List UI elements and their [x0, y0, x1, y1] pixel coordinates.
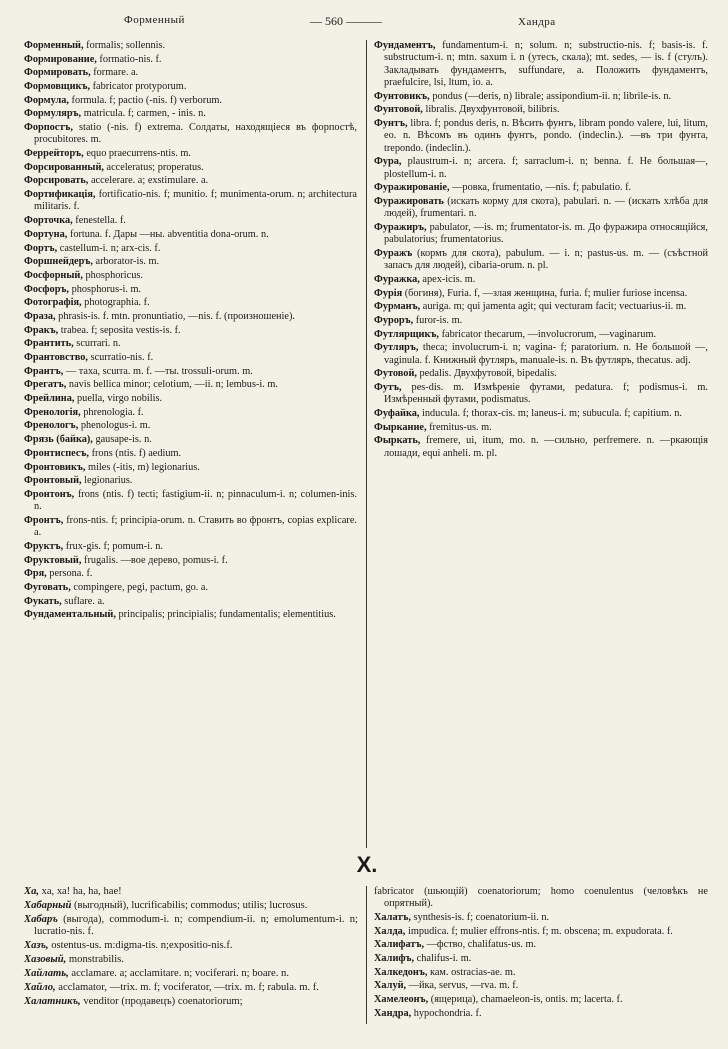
entry-definition: formalis; sollennis. — [83, 40, 166, 51]
column-divider-bottom — [366, 886, 367, 1024]
entry-definition: synthesis-is. f; coenatorium-ii. n. — [410, 911, 550, 923]
entry-definition: furor-is. m. — [413, 314, 463, 326]
dictionary-entry — [24, 270, 357, 282]
entry-definition: —ровка, frumentatio, —nis. f; pabulatio. f. — [449, 182, 632, 194]
dictionary-entry — [374, 274, 708, 286]
entry-definition: pabulator, —is. m; frumentator-is. m. До фуражира относящійся, pabulatorius; frumentatorius. — [384, 221, 708, 246]
entry-definition: chalifus-i. m. — [414, 953, 472, 965]
dictionary-entry — [24, 954, 358, 967]
entry-definition: phosphoricus. — [82, 269, 143, 281]
entry-headword: Халифатъ, — [374, 939, 425, 951]
entry-headword: Фронтиспесъ, — [24, 447, 89, 459]
entry-headword: Хабарный — [24, 899, 72, 911]
entry-definition: (выгода), commodum-i. n; compendium-ii. n; emolumentum-i. n; lucratio-nis. f. — [34, 913, 358, 938]
entry-headword: Фура, — [374, 156, 402, 168]
entry-definition: (кормъ для скота), pabulum. — i. n; pastus-us. m. — (съѣстной запасъ для людей), cibaria-orum. n. pl. — [384, 247, 708, 272]
entry-headword: Хамелеонъ, — [374, 994, 429, 1006]
entry-definition: acceleratus; properatus. — [103, 161, 204, 173]
entry-headword: Фуражка, — [374, 273, 420, 285]
dictionary-entry — [24, 582, 357, 594]
entry-definition: pondus (—deris, n) librale; assipondium-ii. n; librile-is. n. — [429, 90, 672, 102]
entry-definition: fabricator (шьющій) coenatoriorum; homo coenulentus (человѣкъ не опрятный). — [374, 886, 708, 910]
entry-definition: fremitus-us. m. — [426, 421, 492, 433]
dictionary-entry — [24, 393, 357, 405]
entry-definition: persona. f. — [46, 568, 93, 580]
entry-headword: Фуражиръ, — [374, 221, 427, 233]
entry-definition: formatio-nis. f. — [96, 53, 162, 65]
entry-definition: frux-gis. f; pomum-i. n. — [63, 540, 163, 552]
dictionary-entry — [374, 926, 708, 938]
dictionary-entry — [374, 342, 708, 367]
entry-headword: Фурманъ, — [374, 301, 421, 313]
entry-definition: кам. ostracias-ae. m. — [427, 966, 516, 978]
entry-headword: Фортъ, — [24, 242, 58, 254]
entry-definition: phosphorus-i. m. — [69, 283, 142, 295]
dictionary-entry — [374, 408, 708, 420]
entry-headword: Феррейторъ, — [24, 148, 84, 160]
dictionary-entry — [24, 420, 357, 432]
entry-definition: fenestella. f. — [72, 215, 126, 227]
entry-headword: Фукать, — [24, 595, 62, 607]
entry-definition: suflare. a. — [61, 595, 105, 607]
entry-headword: Форточка, — [24, 215, 73, 227]
entry-headword: Халуй, — [374, 980, 407, 992]
entry-definition: fundamentum-i. n; solum. n; substructio-nis. f; basis-is. f. substructum-i. n; mtn. saxum i. n (утесъ, скала); mt. sedes, — is. f (стулъ). Закладывать фундаментъ, suffundare, a. Положить фундаментъ, praefulcire, lsi, ltum, io. a. — [384, 40, 708, 88]
column-divider-top — [366, 40, 367, 848]
entry-definition: accelerare. a; exstimulare. a. — [88, 175, 209, 187]
dictionary-entry — [374, 104, 708, 116]
dictionary-entry — [24, 996, 358, 1009]
dictionary-entry — [374, 382, 708, 407]
entry-definition: arborator-is. m. — [92, 256, 160, 268]
dictionary-entry — [24, 325, 357, 337]
dictionary-entry — [374, 40, 708, 89]
entry-headword: Фыркать, — [374, 435, 421, 447]
entry-definition: fremere, ui, itum, mo. n. —сильно, perfremere. n. —ркающія лошади, equi anheli. m. pl. — [384, 435, 708, 459]
dictionary-entry — [24, 940, 358, 953]
entry-headword: Фруктовый, — [24, 554, 82, 566]
entry-definition: pedalis. Двухфутовой, bipedalis. — [416, 368, 557, 380]
dictionary-entry — [24, 568, 357, 580]
entry-definition: navis bellica minor; celotium, —ii. n; lembus-i. m. — [66, 379, 278, 391]
entry-definition: phrenologia. f. — [80, 406, 144, 418]
dictionary-entry — [374, 288, 708, 300]
dictionary-entry — [24, 175, 357, 187]
entry-definition: miles (-itis, m) legionarius. — [85, 461, 200, 473]
dictionary-entry — [24, 67, 357, 79]
entry-headword: Франтить, — [24, 338, 74, 350]
dictionary-entry — [24, 448, 357, 460]
entry-definition: acclamare. a; acclamitare. n; vociferari. n; boare. n. — [68, 967, 289, 979]
entry-definition: —фство, chalifatus-us. m. — [424, 939, 537, 951]
entry-headword: Фрейлина, — [24, 393, 75, 405]
entry-definition: (выгодный), lucrificabilis; commodus; utilis; lucrosus. — [71, 899, 308, 911]
entry-headword: Фуражъ — [374, 247, 413, 259]
dictionary-entry — [24, 284, 357, 296]
dictionary-entry — [374, 435, 708, 460]
header-left-guide-word: Форменный — [124, 14, 185, 26]
entry-headword: Фронтъ, — [24, 514, 64, 526]
entry-headword: Хазъ, — [24, 940, 49, 952]
entry-definition: ха, ха! ha, ha, hae! — [39, 886, 122, 897]
dictionary-entry — [24, 462, 357, 474]
column-left-lower — [24, 886, 358, 1010]
entry-definition: scurrari. n. — [73, 338, 121, 350]
entry-definition: frons-ntis. f; principia-orum. n. Ставить во фронтъ, copias explicare. a. — [34, 514, 357, 539]
column-left-upper — [24, 40, 357, 623]
dictionary-entry — [24, 886, 358, 899]
entry-definition: apex-icis. m. — [419, 273, 476, 285]
dictionary-entry — [24, 596, 357, 608]
entry-headword: Футовой, — [374, 368, 417, 380]
dictionary-entry — [374, 994, 708, 1006]
entry-definition: compingere, pegi, pactum, go. a. — [70, 581, 209, 593]
entry-headword: Формовщикъ, — [24, 81, 91, 93]
entry-headword: Френологъ, — [24, 420, 79, 432]
entry-definition: phenologus-i. m. — [78, 420, 151, 432]
dictionary-entry — [374, 315, 708, 327]
entry-definition: fabricator thecarum, —involucrorum, —vaginarum. — [439, 328, 657, 340]
entry-definition: ostentus-us. m:digma-tis. n;expositio-nis.f. — [48, 940, 233, 952]
dictionary-entry — [24, 541, 357, 553]
entry-headword: Фуфайка, — [374, 407, 420, 419]
entry-definition: frons (ntis. f) aedium. — [89, 447, 182, 459]
entry-definition: phrasis-is. f. mtn. pronuntiatio, —nis. f. (произношеніе). — [55, 310, 295, 322]
entry-headword: Форсированный, — [24, 161, 104, 173]
dictionary-entry — [24, 122, 357, 147]
entry-headword: Халатъ, — [374, 911, 411, 923]
entry-headword: Футъ, — [374, 381, 402, 393]
entry-headword: Форпостъ, — [24, 122, 74, 134]
entry-headword: Халатникъ, — [24, 995, 81, 1007]
entry-headword: Футлярщикъ, — [374, 328, 440, 340]
entry-headword: Фуражированіе, — [374, 182, 450, 194]
entry-definition: fortificatio-nis. f; munitio. f; munimenta-orum. n; architectura militaris. f. — [34, 189, 357, 213]
entry-definition: frugalis. —вое дерево, pomus-i. f. — [81, 554, 228, 566]
dictionary-entry — [24, 81, 357, 93]
dictionary-entry — [24, 256, 357, 268]
dictionary-entry — [24, 352, 357, 364]
entry-headword: Халда, — [374, 925, 406, 937]
dictionary-entry — [24, 475, 357, 487]
dictionary-entry — [374, 222, 708, 247]
entry-definition: castellum-i. n; arx-cis. f. — [57, 242, 161, 254]
entry-headword: Форшнейдеръ, — [24, 256, 93, 268]
entry-headword: Форсировать, — [24, 175, 89, 187]
entry-definition: formare. a. — [90, 67, 139, 79]
entry-definition: equo praecurrens-ntis. m. — [83, 148, 191, 160]
entry-headword: Фрегатъ, — [24, 379, 67, 391]
dictionary-entry — [24, 215, 357, 227]
entry-headword: Фундаментальный, — [24, 609, 116, 621]
entry-headword: Фурія — [374, 287, 403, 299]
page-header — [0, 14, 728, 36]
dictionary-entry — [24, 489, 357, 514]
entry-definition: formula. f; pactio (-nis. f) verborum. — [68, 94, 222, 106]
dictionary-entry — [374, 912, 708, 924]
dictionary-entry — [24, 914, 358, 939]
dictionary-entry — [24, 555, 357, 567]
dictionary-entry — [374, 368, 708, 380]
dictionary-entry — [24, 968, 358, 981]
entry-definition: libralis. Двухфунтовой, bilibris. — [422, 104, 560, 116]
entry-definition: theca; involucrum-i. n; vagina- f; paratorium. n. Не большой —, vaginula. f. Книжный футляръ, manuale-is. n. Въ футляръ, thecatus. adj. — [384, 342, 708, 366]
entry-definition: principalis; principialis; fundamentalis; elementitius. — [115, 609, 336, 621]
dictionary-entry — [24, 148, 357, 160]
entry-definition: frons (ntis. f) tecti; fastigium-ii. n; pinnaculum-i. n; columen-inis. n. — [34, 488, 357, 513]
entry-headword: Хайло, — [24, 981, 56, 993]
entry-headword: Халкедонъ, — [374, 966, 428, 978]
entry-definition: (ящерица), chamaeleon-is, ontis. m; lacerta. f. — [428, 994, 623, 1006]
entry-headword: Франтъ, — [24, 365, 64, 377]
entry-headword: Формула, — [24, 94, 69, 106]
entry-headword: Фуговать, — [24, 581, 71, 593]
entry-definition: matricula. f; carmen, - inis. n. — [81, 108, 206, 120]
entry-definition: puella, virgo nobilis. — [74, 393, 163, 405]
entry-definition: legionarius. — [81, 475, 133, 487]
entry-definition: — таха, scurra. m. f. —ты. trossuli-orum. m. — [63, 365, 253, 377]
entry-headword: Фуроръ, — [374, 314, 414, 326]
entry-headword: Фря, — [24, 568, 47, 580]
dictionary-entry — [374, 967, 708, 979]
dictionary-entry — [24, 407, 357, 419]
header-right-guide-word: Хандра — [518, 16, 556, 28]
entry-definition: fabricator protyporum. — [90, 81, 187, 93]
entry-headword: Хандра, — [374, 1007, 412, 1019]
entry-definition: inducula. f; thorax-cis. m; laneus-i. m; subucula. f; capitium. n. — [419, 407, 682, 419]
entry-headword: Фронтовый, — [24, 475, 82, 487]
entry-headword: Фунтъ, — [374, 117, 408, 129]
entry-headword: Френологія, — [24, 406, 81, 418]
entry-headword: Фунтовикъ, — [374, 90, 430, 102]
entry-headword: Форменный, — [24, 40, 84, 51]
entry-definition: statio (-nis. f) extrema. Солдаты, находящіеся въ форпостѣ, procubitores. m. — [34, 122, 357, 146]
entry-definition: venditor (продавецъ) coenatoriorum; — [80, 995, 243, 1007]
entry-headword: Фосфоръ, — [24, 283, 70, 295]
entry-headword: Фыркание, — [374, 421, 427, 433]
dictionary-entry — [374, 182, 708, 194]
entry-headword: Фронтовикъ, — [24, 461, 86, 473]
entry-definition: trabea. f; seposita vestis-is. f. — [58, 324, 181, 336]
entry-definition: hypochondria. f. — [411, 1007, 482, 1019]
dictionary-entry — [24, 311, 357, 323]
entry-headword: Фрязь (байка), — [24, 434, 93, 446]
entry-headword: Фундаментъ, — [374, 40, 436, 51]
entry-headword: Фотографія, — [24, 297, 82, 309]
entry-definition: impudica. f; mulier effrons-ntis. f; m. obscena; m. expudorata. f. — [405, 925, 673, 937]
dictionary-entry — [24, 95, 357, 107]
entry-definition: (богиня), Furia. f, —злая женщина, furia. f; mulier furiose incensa. — [402, 287, 688, 299]
entry-definition: auriga. m; qui jamenta agit; qui vecturam facit; vectuarius-ii. m. — [420, 301, 687, 313]
dictionary-entry — [24, 229, 357, 241]
entry-headword: Ха, — [24, 886, 40, 897]
dictionary-entry — [374, 301, 708, 313]
entry-headword: Франтовство, — [24, 352, 88, 364]
dictionary-entry — [24, 515, 357, 540]
dictionary-entry — [374, 1008, 708, 1020]
dictionary-entry — [24, 379, 357, 391]
entry-definition: monstrabilis. — [66, 954, 124, 966]
entry-definition: acclamator, —trix. m. f; vociferator, —trix. m. f; rabula. m. f. — [55, 981, 319, 993]
entry-definition: photographia. f. — [81, 297, 150, 309]
entry-definition: —йка, servus, —rva. m. f. — [406, 980, 519, 992]
entry-headword: Фраза, — [24, 310, 56, 322]
dictionary-entry — [24, 366, 357, 378]
entry-headword: Формирование, — [24, 53, 97, 65]
dictionary-entry — [24, 900, 358, 913]
dictionary-entry — [24, 609, 357, 621]
dictionary-entry — [24, 434, 357, 446]
entry-headword: Фунтовой, — [374, 104, 423, 116]
dictionary-entry — [24, 243, 357, 255]
column-right-lower — [374, 886, 708, 1021]
page-number: — 560 ——— — [310, 14, 382, 28]
dictionary-entry — [24, 338, 357, 350]
entry-definition: gausape-is. n. — [92, 434, 152, 446]
entry-headword: Хайлать, — [24, 967, 69, 979]
dictionary-entry — [24, 189, 357, 214]
dictionary-entry — [374, 886, 708, 911]
dictionary-entry — [374, 196, 708, 221]
dictionary-entry — [24, 108, 357, 120]
section-letter-heading: X. — [356, 852, 378, 877]
entry-definition: scurratio-nis. f. — [88, 352, 154, 364]
entry-definition: (искать корму для скота), pabulari. n. — (искать хлѣба для людей), frumentari. n. — [384, 195, 708, 220]
entry-headword: Фракъ, — [24, 324, 59, 336]
entry-headword: Фуражировать — [374, 195, 444, 207]
entry-headword: Халифъ, — [374, 953, 415, 965]
dictionary-entry — [374, 91, 708, 103]
dictionary-entry — [24, 297, 357, 309]
dictionary-entry — [374, 980, 708, 992]
entry-headword: Фруктъ, — [24, 540, 64, 552]
dictionary-entry — [24, 40, 357, 52]
entry-definition: pes-dis. m. Измѣреніе футами, pedatura. f; podismus-i. m. Измѣренный футами, podismatus. — [384, 381, 708, 406]
entry-headword: Фортификація, — [24, 189, 96, 201]
entry-definition: fortuna. f. Дары —ны. abventitia dona-orum. n. — [67, 228, 269, 240]
dictionary-entry — [24, 162, 357, 174]
entry-definition: libra. f; pondus deris, n. Вѣсить фунтъ, libram pondo valere, lui, litum, eo. n. Вѣсомъ въ одинъ фунтъ, pondo. (indeclin.). —въ три фунта, trepondo. (indeclin.). — [384, 117, 708, 154]
entry-headword: Фронтонъ, — [24, 488, 75, 500]
dictionary-entry — [374, 939, 708, 951]
entry-headword: Хазовый, — [24, 954, 67, 966]
column-right-upper — [374, 40, 708, 461]
entry-headword: Фортуна, — [24, 228, 68, 240]
dictionary-entry — [374, 422, 708, 434]
entry-headword: Футляръ, — [374, 342, 419, 354]
dictionary-entry — [374, 118, 708, 155]
entry-headword: Фосфорный, — [24, 269, 83, 281]
entry-headword: Формировать, — [24, 67, 91, 79]
dictionary-entry — [374, 156, 708, 181]
dictionary-entry — [374, 248, 708, 273]
dictionary-entry — [24, 54, 357, 66]
entry-definition: plaustrum-i. n; arcera. f; sarraclum-i. n; benna. f. Не большая—, plostellum-i. n. — [384, 156, 708, 180]
entry-headword: Хабаръ — [24, 913, 58, 925]
dictionary-entry — [374, 953, 708, 965]
dictionary-entry — [24, 982, 358, 995]
entry-headword: Формуляръ, — [24, 108, 82, 120]
dictionary-entry — [374, 329, 708, 341]
